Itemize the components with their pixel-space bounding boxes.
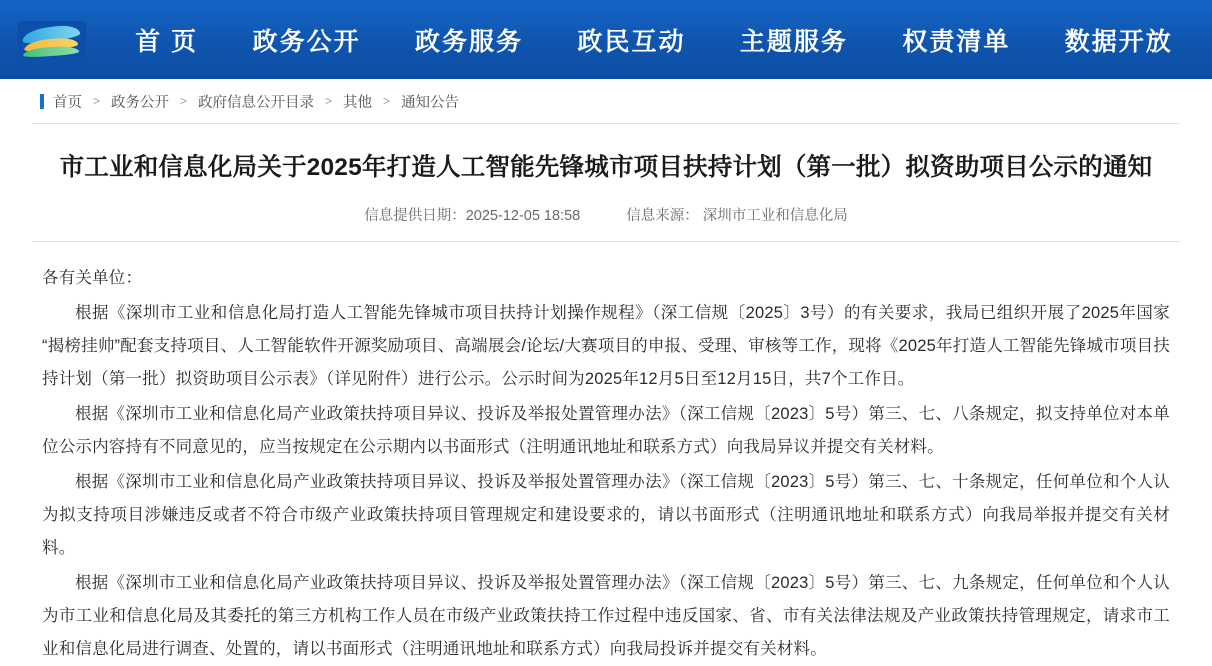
paragraph-salutation: 各有关单位：: [42, 268, 143, 287]
meta-source: 信息来源： 深圳市工业和信息化局: [626, 207, 848, 224]
breadcrumb: [32, 79, 1180, 124]
breadcrumb-separator-icon: >: [180, 94, 188, 108]
nav-item-citizen-interaction[interactable]: 政民互动: [577, 27, 686, 56]
meta-publish-date: 信息提供日期：2025-12-05 18:58: [364, 207, 581, 224]
nav-item-government-services[interactable]: 政务服务: [415, 27, 524, 56]
breadcrumb-separator-icon: >: [93, 94, 101, 108]
breadcrumb-separator-icon: >: [325, 94, 333, 108]
breadcrumb-item-disclosure[interactable]: 政务公开: [111, 94, 170, 111]
breadcrumb-separator-icon: >: [383, 94, 391, 108]
logo-badge: [18, 21, 86, 59]
breadcrumb-item-announcements[interactable]: 通知公告: [401, 94, 460, 111]
paragraph-1: 根据《深圳市工业和信息化局打造人工智能先锋城市项目扶持计划操作规程》（深工信规〔2025〕3号）的有关要求，我局已组织开展了2025年国家“揭榜挂帅”配套支持项目、人工智能软件开源奖励项目、高端展会/论坛/大赛项目的申报、受理、审核等工作，现将《2025年打造人工智能先锋城市项目扶持计划（第一批）拟资助项目公示表》（详见附件）进行公示。公示时间为2025年12月5日至12月15日，共7个工作日。: [42, 303, 1170, 388]
nav-item-thematic-services[interactable]: 主题服务: [739, 27, 848, 56]
page-title: 市工业和信息化局关于2025年打造人工智能先锋城市项目扶持计划（第一批）拟资助项目公示的通知: [59, 154, 1153, 181]
document-body: [32, 242, 1180, 666]
breadcrumb-item-other[interactable]: 其他: [343, 94, 373, 111]
top-navigation-bar: [0, 0, 1212, 79]
paragraph-2: 根据《深圳市工业和信息化局产业政策扶持项目异议、投诉及举报处置管理办法》（深工信规〔2023〕5号）第三、七、八条规定，拟支持单位对本单位公示内容持有不同意见的，应当按规定在公示期内以书面形式（注明通讯地址和联系方式）向我局异议并提交有关材料。: [42, 404, 1170, 456]
nav-item-home[interactable]: 首 页: [135, 27, 199, 56]
nav-item-list: [108, 18, 1212, 62]
breadcrumb-item-catalog[interactable]: 政府信息公开目录: [198, 94, 315, 111]
nav-item-government-affairs-disclosure[interactable]: 政务公开: [252, 27, 361, 56]
breadcrumb-marker-icon: [40, 94, 44, 109]
nav-item-duty-list[interactable]: 权责清单: [902, 27, 1011, 56]
document-header: [32, 124, 1180, 241]
page-content: [0, 79, 1212, 666]
paragraph-4: 根据《深圳市工业和信息化局产业政策扶持项目异议、投诉及举报处置管理办法》（深工信规〔2023〕5号）第三、七、九条规定，任何单位和个人认为市工业和信息化局及其委托的第三方机构工作人员在市级产业政策扶持工作过程中违反国家、省、市有关法律法规及产业政策扶持管理规定，请求市工业和信息化局进行调查、处置的，请以书面形式（注明通讯地址和联系方式）向我局投诉并提交有关材料。: [42, 573, 1170, 658]
document-meta: [32, 204, 1180, 241]
breadcrumb-item-home[interactable]: 首页: [53, 94, 82, 111]
nav-item-open-data[interactable]: 数据开放: [1064, 27, 1173, 56]
paragraph-3: 根据《深圳市工业和信息化局产业政策扶持项目异议、投诉及举报处置管理办法》（深工信规〔2023〕5号）第三、七、十条规定，任何单位和个人认为拟支持项目涉嫌违反或者不符合市级产业政策扶持项目管理规定和建设要求的，请以书面形式（注明通讯地址和联系方式）向我局举报并提交有关材料。: [42, 472, 1170, 557]
site-logo[interactable]: [18, 19, 90, 61]
